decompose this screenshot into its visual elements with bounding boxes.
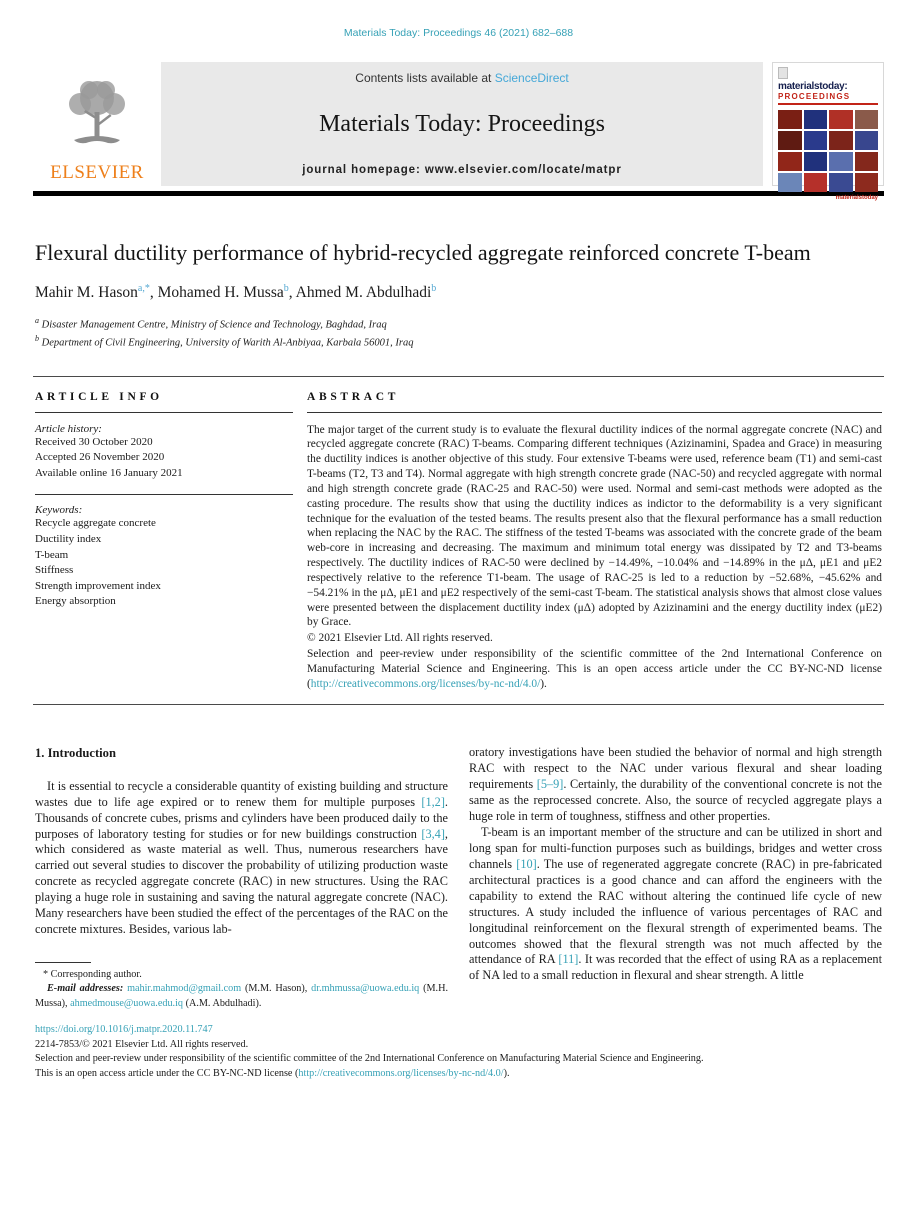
affiliation-line [35,333,882,351]
cover-tile [778,131,802,150]
intro-paragraph [469,825,882,984]
cover-footer-logo: materialstoday [835,195,878,201]
cover-rule [778,103,878,105]
cover-subtitle: PROCEEDINGS [778,92,851,101]
article-info-heading: ARTICLE INFO [35,390,163,403]
cover-tile [778,173,802,192]
abstract-column [307,391,882,692]
text-run: ). [540,677,547,690]
contents-prefix: Contents lists available at [355,71,495,85]
contents-line [167,71,757,85]
author-separator: , [288,284,296,302]
footnote-block [35,962,448,1011]
cover-tile [778,152,802,171]
keyword-item: Ductility index [35,533,102,545]
journal-title: Materials Today: Proceedings [319,111,605,137]
text-run: oratory investigations have been studied the behavior of normal and high strength RAC with respect to the NAC under various flexural and shear loading requirements [469,745,882,792]
page-footer [35,1023,882,1081]
email-link[interactable]: mahir.mahmod@gmail.com [127,983,242,995]
cover-tile [829,152,853,171]
affiliation-line [35,315,882,333]
info-divider [35,494,293,495]
cover-tile [829,173,853,192]
elsevier-logo[interactable] [33,62,161,186]
citation-link[interactable]: [5–9] [536,777,564,792]
cover-tile [829,110,853,129]
issn-copyright-line: 2214-7853/© 2021 Elsevier Ltd. All rights reserved. [35,1038,249,1050]
keyword-item: Recycle aggregate concrete [35,517,156,530]
page-title: Flexural ductility performance of hybrid-recycled aggregate reinforced concrete T-beam [35,240,811,265]
history-item: Accepted 26 November 2020 [35,451,165,464]
cover-tile [829,131,853,150]
text-run: . Certainly, the durability of the conventional concrete is not the same as the reprocessed concrete. Also, the source of recycled aggregate plays a huge role in term of toughness, stiffness and other properties. [469,777,882,824]
abstract-selection-note [307,647,882,691]
cover-mini-logo [778,67,788,79]
keywords-label: Keywords: [35,504,83,517]
cover-tile [778,110,802,129]
selection-line: Selection and peer-review under responsibility of the scientific committee of the 2nd International Conference on Manufacturing Material Science and Engineering. [35,1053,704,1065]
citation-link[interactable]: [10] [516,856,537,871]
introduction-section [35,745,882,1011]
elsevier-tree-icon [56,76,138,162]
author-affiliation-marker: a,* [137,283,150,295]
affiliations [35,315,882,351]
author-list [35,283,882,302]
author-name[interactable]: Ahmed M. Abdulhadi [295,284,432,302]
introduction-heading: 1. Introduction [35,746,116,761]
license-link[interactable]: http://creativecommons.org/licenses/by-nc-nd/4.0/ [310,677,541,690]
heading-rule [307,412,882,413]
text-run: . The use of regenerated aggregate concrete (RAC) in pre-fabricated architectural practices is a good chance and can afford the engineers with the capability to extend the RAC without altering the continued life cycle of new structures. A study included the influence of various percentages of RAC and longitudinal reinforcement on the flexural strength of experimented beams. The outcomes showed that the flexural strength was not much affected by the attendance of RA [469,856,882,967]
intro-paragraph [469,745,882,825]
email-link[interactable]: dr.mhmussa@uowa.edu.iq [311,983,420,995]
text-run: , which considered as waste material as well. Thus, numerous researchers have carried out several studies to discover the probability of utilizing production waste concrete as recycled aggregate concrete (RAC) in new structures. Using the RAC playing a huge role in sustaining and saving the natural aggregate concrete (NAC). Many researchers have been studied the effect of the percentages of the RAC on the concrete mixtures. Besides, various lab- [35,826,448,937]
abstract-heading: ABSTRACT [307,390,400,403]
text-run: It is essential to recycle a considerable quantity of existing building and structure wastes due to life age expired or to renew them for multiple purposes [35,778,448,809]
doi-link[interactable]: https://doi.org/10.1016/j.matpr.2020.11.747 [35,1024,213,1036]
text-run: ). [503,1067,510,1079]
affiliation-marker: b [35,334,39,344]
cover-tile [804,131,828,150]
journal-cover-thumbnail[interactable] [772,62,884,201]
journal-banner [161,62,763,186]
text-run: Selection and peer-review under responsibility of the scientific committee of the 2nd International Conference on Manufacturing Material Science and Engineering. This is an open access article under the CC BY-NC-ND license ( [307,647,882,690]
corresponding-author-note: * Corresponding author. [43,968,142,980]
text-run: (M.M. Hason), [241,983,312,995]
text-run: (A.M. Abdulhadi). [183,997,262,1009]
sciencedirect-link[interactable]: ScienceDirect [494,71,569,85]
journal-citation: Materials Today: Proceedings 46 (2021) 682–688 [343,27,574,39]
text-run: This is an open access article under the CC BY-NC-ND license ( [35,1067,299,1079]
citation-link[interactable]: [3,4] [421,826,445,841]
affiliation-text: Department of Civil Engineering, University of Warith Al-Anbiyaa, Karbala 56001, Iraq [41,337,414,349]
author-affiliation-marker: b [283,283,289,295]
intro-paragraph [35,779,448,938]
section-divider [33,376,884,377]
text-run: (M.H. Mussa), [35,983,448,1009]
email-link[interactable]: ahmedmouse@uowa.edu.iq [70,997,184,1009]
keyword-item: T-beam [35,548,69,561]
citation-link[interactable]: [1,2] [421,794,445,809]
header-divider [33,191,884,196]
abstract-copyright: © 2021 Elsevier Ltd. All rights reserved. [307,632,493,645]
heading-rule [35,412,293,413]
author-affiliation-marker: b [431,283,437,295]
affiliation-text: Disaster Management Centre, Ministry of Science and Technology, Baghdad, Iraq [41,319,387,331]
keyword-item: Strength improvement index [35,579,161,592]
cover-tile [855,131,879,150]
journal-homepage-link[interactable]: journal homepage: www.elsevier.com/locate/matpr [302,164,622,176]
abstract-text: The major target of the current study is to evaluate the flexural ductility indices of the normal aggregate concrete (NAC) and recycled aggregate concrete (RAC) T-beams. Comparing different techniques (Azizinamini, Spadea and Grace) in measuring the ductility indices is another objective of this study. Four extensive T-beams were used, reference beam (T1) and semi-cast T-beams (T2, T3 and T4). Normal aggregate with high strength concrete grade (NAC-50) and recycled aggregate with normal and high strength concrete grade (RAC-25 and RAC-50) were used. Normal and semi-cast methods were adopted as the casting procedure. The results show that using the ductility indices as indictor to the deformability is a very significant technique for the evaluation of the tested beams. The results present also that the flexural performance has a small reduction when replacing the NAC by the RAC. The stiffness of the tested T-beams was associated with the concrete grade of the beam web-core in increasing and decreasing. The maximum and minimum total energy was dissipated by T2 and T3-beams respectively. The ductility indices of RAC-50 were declined by −14.49%, −10.04% and −14.89% in the μΔ, μE1 and μE2 respectively relative to the reference T1-beam. The usage of RAC-25 is led to a reduction by −52.68%, −45.62% and −54.21% in the μΔ, μE1 and μE2 respectively of the semi-cast T-beam. The statistical analysis shows that almost close values were presented between the displacement ductility index (μΔ) adopted by Azizinamini and the energy ductility index (μE2) by Grace. [307,423,882,629]
footnote-rule [35,962,91,963]
cover-tile [804,110,828,129]
history-item: Received 30 October 2020 [35,435,153,448]
article-info-column [35,391,293,692]
author-name[interactable]: Mohamed H. Mussa [157,284,284,302]
info-abstract-section [35,391,882,692]
cover-title: materialstoday: [778,81,848,92]
cover-tile [855,110,879,129]
intro-right-column [469,745,882,1011]
keyword-item: Stiffness [35,564,74,577]
history-item: Available online 16 January 2021 [35,466,183,479]
license-link[interactable]: http://creativecommons.org/licenses/by-nc-nd/4.0/ [298,1067,504,1079]
cover-tile [804,173,828,192]
author-name[interactable]: Mahir M. Hason [35,284,138,302]
section-divider [33,704,884,705]
cover-grid [778,110,878,192]
intro-left-column [35,745,448,1011]
affiliation-marker: a [35,316,39,326]
cover-tile [855,173,879,192]
elsevier-wordmark: ELSEVIER [50,162,144,183]
text-run: E-mail addresses: [47,983,128,995]
cover-tile [855,152,879,171]
text-run: . Thousands of concrete cubes, prisms and cylinders have been produced daily to the purposes of laboratory testing for studies or for new buildings construction [35,794,448,841]
keyword-item: Energy absorption [35,595,116,608]
email-addresses [35,982,448,1011]
author-separator: , [149,284,158,302]
text-run: T-beam is an important member of the structure and can be utilized in short and long span for multi-function purposes such as buildings, bridges and wetter cross channels [469,825,882,871]
license-line [35,1067,882,1081]
text-run: . It was recorded that the effect of using RA as a replacement of NA led to a small reduction in flexural and shear strength. A little [469,952,882,983]
cover-tile [804,152,828,171]
history-label: Article history: [35,422,102,435]
citation-link[interactable]: [11] [558,952,579,967]
journal-header [33,62,884,201]
